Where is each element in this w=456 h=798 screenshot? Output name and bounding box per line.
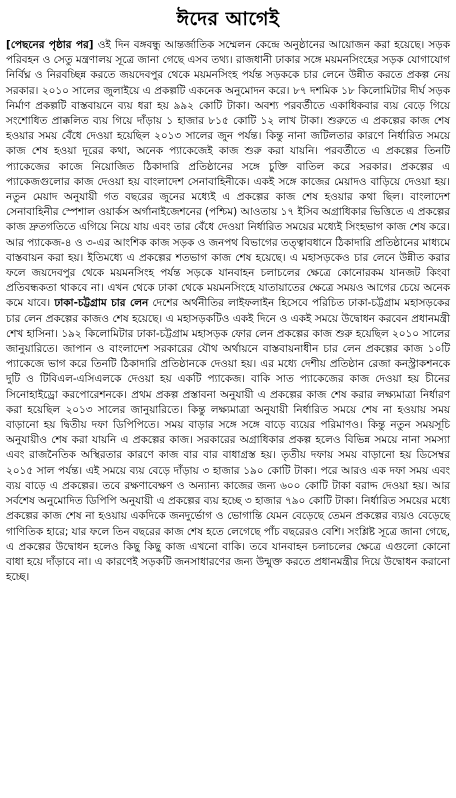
article-paragraph-2: দেশের অর্থনীতির লাইফলাইন হিসেবে পরিচিত ঢাকা-চট্টগ্রাম মহাসড়কের চার লেন প্রকল্পের কাজও শেষ হয়েছে। এ মহাসড়কটিও একই দিনে ও একই সময়ে উদ্বোধন করবেন প্রধানমন্ত্রী শেখ হাসিনা। ১৯২ কিলোমিটার ঢাকা-চট্টগ্রাম মহাসড়ক ফোর লেন প্রকল্পের কাজ শুরু হয়েছিল ২০১০ সালের জানুয়ারিতে। জাপান ও বাংলাদেশ সরকারের যৌথ অর্থায়নে বাস্তবায়নাধীন চার লেন প্রকল্পের কাজ ১০টি প্যাকেজে ভাগ করে তিনটি ঠিকাদারি প্রতিষ্ঠানকে দেওয়া হয়। এর মধ্যে দেশীয় প্রতিষ্ঠান রেজা কনস্ট্রাকশনকে দুটি ও টিবিএল-এসিএলকে দেওয়া হয় একটি প্যাকেজ। বাকি সাত প্যাকেজের কাজ দেওয়া হয় চীনের সিনোহাইড্রো করপোরেশনকে। প্রথম প্রকল্প প্রস্তাবনা অনুযায়ী এ প্রকল্পের কাজ শেষ করার লক্ষ্যমাত্রা নির্ধারণ করা হয়েছিল ২০১৩ সালের জানুয়ারিতে। কিন্তু লক্ষ্যমাত্রা অনুযায়ী নির্ধারিত সময়ে শেষ না হওয়ায় সময় বাড়ানো হয় দ্বিতীয় দফা ডিপিপিতে। সময় বাড়ার সঙ্গে সঙ্গে বাড়ে ব্যয়ের পরিমাণও। কিন্তু নতুন সময়সূচি অনুযায়ীও শেষ করা যায়নি এ প্রকল্পের কাজ। সরকারের অগ্রাধিকার প্রকল্প হলেও বিভিন্ন সময়ে নানা সমস্যা এবং রাজনৈতিক অস্থিরতার কারণে কাজ বার বার বাধাগ্রস্ত হয়। তৃতীয় দফায় সময় বাড়ানো হয় ডিসেম্বর ২০১৫ সাল পর্যন্ত। এই সময়ে ব্যয় বেড়ে দাঁড়ায় ৩ হাজার ১৯০ কোটি টাকা। পরে আরও এক দফা সময় এবং ব্যয় বাড়ে এ প্রকল্পের। তবে রক্ষণাবেক্ষণ ও অন্যান্য কাজের জন্য ৬০০ কোটি টাকা বরাদ্দ দেওয়া হয়। আর সর্বশেষ অনুমোদিত ডিপিপি অনুযায়ী এ প্রকল্পের ব্যয় হচ্ছে ৩ হাজার ৭৯০ কোটি টাকা। নির্ধারিত সময়ের মধ্যে প্রকল্পের কাজ শেষ না হওয়ায় একদিকে জনদুর্ভোগ ও ভোগান্তি যেমন বেড়েছে তেমন প্রকল্পের ব্যয়ও বেড়েছে গাণিতিক হারে; যার ফলে তিন বছরের কাজ শেষ হতে লেগেছে পাঁচ বছরেরও বেশি। সংশ্লিষ্ট সূত্রে জানা গেছে, এ প্রকল্পের উদ্বোধন হলেও কিছু কিছু কাজ এখনো বাকি। তবে যানবাহন চলাচলের ক্ষেত্রে এগুলো কোনো বাধা হয়ে দাঁড়াবে না। এ কারণেই সড়কটি জনসাধারণের জন্য উন্মুক্ত করতে প্রধানমন্ত্রীর দিয়ে উদ্বোধন করানো হচ্ছে। [6, 297, 450, 584]
article-subhead: ঢাকা-চট্টগ্রাম চার লেন [54, 297, 149, 310]
article-paragraph-1: ওই দিন বঙ্গবন্ধু আন্তর্জাতিক সম্মেলন কেন্দ্রে অনুষ্ঠানের আয়োজন করা হয়েছে। সড়ক পরিবহন ও সেতু মন্ত্রণালয় সূত্রে জানা গেছে এসব তথ্য। রাজধানী ঢাকার সঙ্গে ময়মনসিংহের সড়ক যোগাযোগ নির্বিঘ্ন ও নিরবচ্ছিন্ন করতে জয়দেবপুর থেকে ময়মনসিংহ পর্যন্ত সড়ককে চার লেনে উন্নীত করতে প্রকল্প নেয় সরকার। ২০১০ সালের জুলাইয়ে এ প্রকল্পটি একনেক অনুমোদন করে। ৮৭ দশমিক ১৮ কিলোমিটার দীর্ঘ সড়ক নির্মাণ প্রকল্পটি বাস্তবায়নে ব্যয় ধরা হয় ৯৯২ কোটি টাকা। অবশ্য পরবর্তীতে একাধিকবার ব্যয় বেড়ে গিয়ে সংশোধিত প্রাক্কলিত ব্যয় গিয়ে দাঁড়ায় ১ হাজার ৮১৫ কোটি ১২ লাখ টাকা। শুরুতে এ প্রকল্পের কাজ শেষ হওয়ার সময় বেঁধে দেওয়া হয়েছিল ২০১৩ সালের জুন পর্যন্ত। কিন্তু নানা জটিলতার কারণে নির্ধারিত সময়ে কাজ শেষ হওয়া দূরের কথা, অনেক প্যাকেজেই কাজ শুরু করা যায়নি। পরবর্তীতে এ প্রকল্পের তিনটি প্যাকেজের কাজে নিয়োজিত ঠিকাদারি প্রতিষ্ঠানের সঙ্গে চুক্তি বাতিল করে সরকার। প্রকল্পের এ প্যাকেজগুলোর কাজ দেওয়া হয় বাংলাদেশ সেনাবাহিনীকে। একই সঙ্গে কাজের মেয়াদও বাড়িয়ে দেওয়া হয়। নতুন মেয়াদ অনুযায়ী গত বছরের জুনের মধ্যেই এ প্রকল্পের কাজ শেষ হওয়ার কথা ছিল। বাংলাদেশ সেনাবাহিনীর স্পেশাল ওয়ার্কস অর্গানাইজেশনের (পশ্চিম) আওতায় ১৭ ইসিব অগ্রাধিকার ভিত্তিতে এ প্রকল্পের কাজ দ্রুতগতিতে এগিয়ে নিয়ে যায় এবং তার বেঁধে দেওয়া নির্ধারিত সময়ের মধ্যেই সিংহভাগ কাজ শেষ করে। আর প্যাকেজ-৪ ও ৩-এর আংশিক কাজ সড়ক ও জনপথ বিভাগের তত্ত্বাবধানে ঠিকাদারি প্রতিষ্ঠানের মাধ্যমে বাস্তবায়ন করা হয়। ইতিমধ্যে এ প্রকল্পের শতভাগ কাজ শেষ হয়েছে। এ মহাসড়কেও চার লেনে উন্নীত করার ফলে জয়দেবপুর থেকে ময়মনসিংহ পর্যন্ত সড়কে যানবাহন চলাচলের ক্ষেত্রে কোনোরকম যানজট কিংবা প্রতিবন্ধকতা থাকবে না। এখন থেকে ঢাকা থেকে ময়মনসিংহে যাতায়াতের ক্ষেত্রে সময়ও আগের চেয়ে অনেক কমে যাবে। [6, 39, 450, 310]
continued-from-marker: [পেছনের পৃষ্ঠার পর] [6, 39, 94, 51]
article-headline: ঈদের আগেই [176, 8, 280, 30]
article-body [6, 38, 450, 585]
